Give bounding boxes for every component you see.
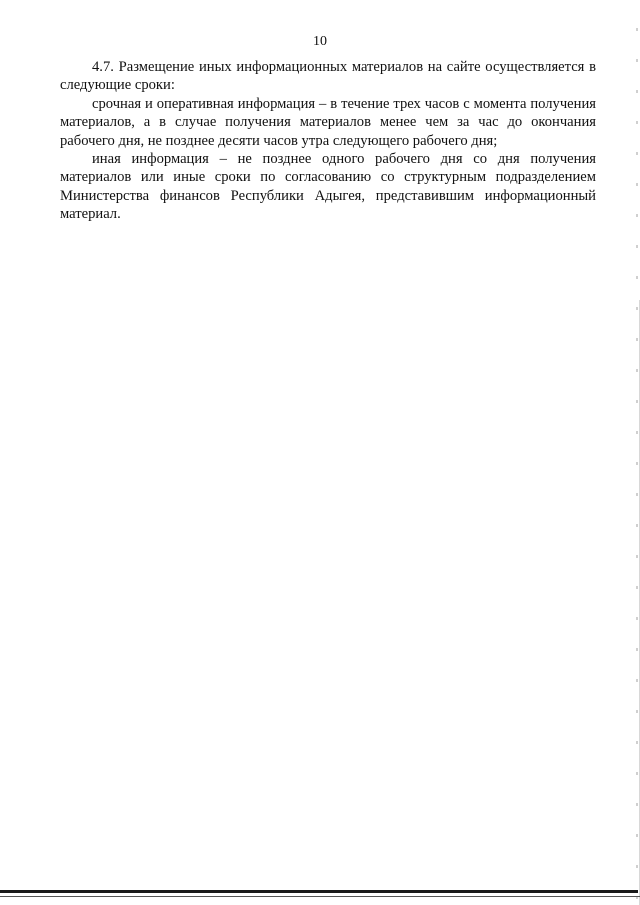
- bottom-scan-rule: [0, 890, 638, 893]
- paragraph-urgent-info: срочная и оперативная информация – в течение трех часов с момента получения материалов, а в случае получения материалов менее чем за час до окончания рабочего дня, не позднее десяти часов утра следующего рабочего дня;: [60, 95, 596, 149]
- paragraph-4-7: 4.7. Размещение иных информационных материалов на сайте осуществляется в следующие сроки:: [60, 59, 596, 94]
- document-body: [60, 58, 596, 224]
- scan-edge-artifact: [636, 0, 638, 905]
- bottom-scan-rule-thin: [0, 896, 640, 897]
- page-number: 10: [313, 34, 327, 49]
- paragraph-other-info: иная информация – не позднее одного рабочего дня со дня получения материалов или иные сроки по согласованию со структурным подразделением Министерства финансов Республики Адыгея, представившим информационный материал.: [60, 151, 596, 223]
